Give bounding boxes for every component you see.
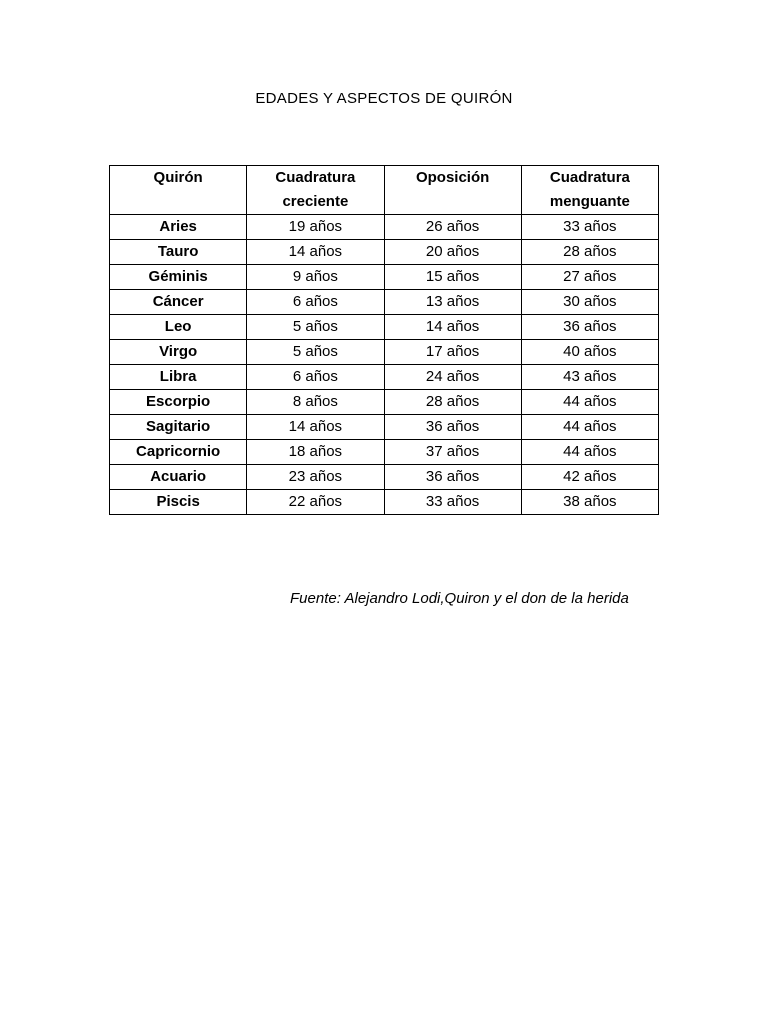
column-header-waning-square: Cuadratura menguante <box>521 166 658 215</box>
waxing-square-cell: 5 años <box>247 315 384 340</box>
table-body <box>110 215 659 515</box>
waxing-square-cell: 14 años <box>247 240 384 265</box>
table-row <box>110 290 659 315</box>
opposition-cell: 20 años <box>384 240 521 265</box>
opposition-cell: 37 años <box>384 440 521 465</box>
waning-square-cell: 28 años <box>521 240 658 265</box>
sign-cell: Piscis <box>110 490 247 515</box>
sign-cell: Cáncer <box>110 290 247 315</box>
opposition-cell: 28 años <box>384 390 521 415</box>
waning-square-cell: 36 años <box>521 315 658 340</box>
table-row <box>110 265 659 290</box>
table-row <box>110 440 659 465</box>
waning-square-cell: 38 años <box>521 490 658 515</box>
sign-cell: Tauro <box>110 240 247 265</box>
waxing-square-cell: 9 años <box>247 265 384 290</box>
column-header-waxing-square: Cuadratura creciente <box>247 166 384 215</box>
opposition-cell: 13 años <box>384 290 521 315</box>
waxing-square-cell: 6 años <box>247 290 384 315</box>
waning-square-cell: 40 años <box>521 340 658 365</box>
waning-square-cell: 43 años <box>521 365 658 390</box>
table-row <box>110 240 659 265</box>
table-header-row <box>110 166 659 215</box>
waxing-square-cell: 5 años <box>247 340 384 365</box>
chiron-ages-table <box>109 165 659 515</box>
waning-square-cell: 30 años <box>521 290 658 315</box>
waning-square-cell: 44 años <box>521 390 658 415</box>
sign-cell: Géminis <box>110 265 247 290</box>
waning-square-cell: 44 años <box>521 440 658 465</box>
page-title: EDADES Y ASPECTOS DE QUIRÓN <box>255 90 513 107</box>
table-row <box>110 365 659 390</box>
opposition-cell: 33 años <box>384 490 521 515</box>
waxing-square-cell: 18 años <box>247 440 384 465</box>
opposition-cell: 36 años <box>384 415 521 440</box>
source-citation: Fuente: Alejandro Lodi,Quiron y el don de la herida <box>290 590 629 607</box>
waxing-square-cell: 23 años <box>247 465 384 490</box>
sign-cell: Libra <box>110 365 247 390</box>
sign-cell: Leo <box>110 315 247 340</box>
table-row <box>110 490 659 515</box>
sign-cell: Aries <box>110 215 247 240</box>
opposition-cell: 36 años <box>384 465 521 490</box>
sign-cell: Sagitario <box>110 415 247 440</box>
waning-square-cell: 33 años <box>521 215 658 240</box>
sign-cell: Escorpio <box>110 390 247 415</box>
waning-square-cell: 44 años <box>521 415 658 440</box>
table-row <box>110 465 659 490</box>
table-row <box>110 215 659 240</box>
table-row <box>110 415 659 440</box>
table-row <box>110 340 659 365</box>
column-header-opposition: Oposición <box>384 166 521 215</box>
waxing-square-cell: 8 años <box>247 390 384 415</box>
waning-square-cell: 42 años <box>521 465 658 490</box>
opposition-cell: 26 años <box>384 215 521 240</box>
sign-cell: Capricornio <box>110 440 247 465</box>
waning-square-cell: 27 años <box>521 265 658 290</box>
sign-cell: Acuario <box>110 465 247 490</box>
table-row <box>110 315 659 340</box>
table-row <box>110 390 659 415</box>
sign-cell: Virgo <box>110 340 247 365</box>
opposition-cell: 24 años <box>384 365 521 390</box>
opposition-cell: 17 años <box>384 340 521 365</box>
waxing-square-cell: 6 años <box>247 365 384 390</box>
opposition-cell: 14 años <box>384 315 521 340</box>
waxing-square-cell: 19 años <box>247 215 384 240</box>
opposition-cell: 15 años <box>384 265 521 290</box>
waxing-square-cell: 14 años <box>247 415 384 440</box>
table-header <box>110 166 659 215</box>
column-header-chiron: Quirón <box>110 166 247 215</box>
waxing-square-cell: 22 años <box>247 490 384 515</box>
